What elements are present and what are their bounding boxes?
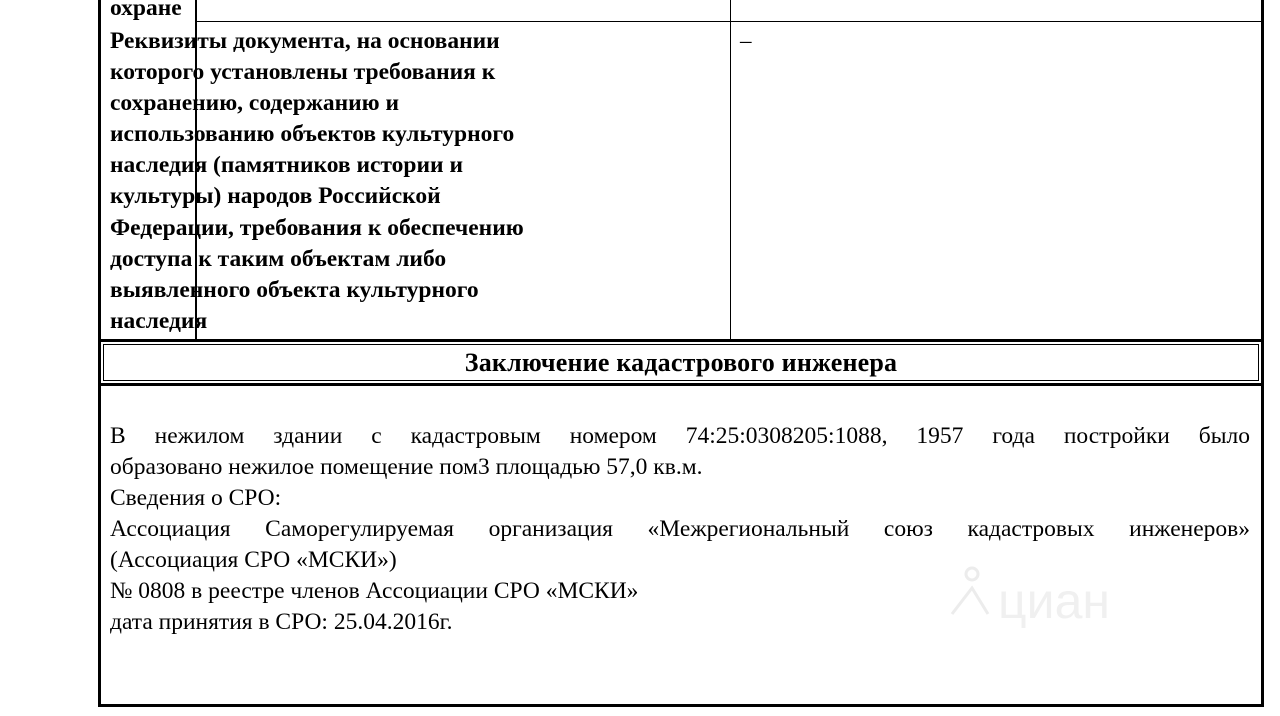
conclusion-line: Сведения о СРО: xyxy=(110,485,282,511)
conclusion-line: образовано нежилое помещение пом3 площадью 57,0 кв.м. xyxy=(110,454,703,480)
table-divider xyxy=(730,0,731,340)
conclusion-line: дата принятия в СРО: 25.04.2016г. xyxy=(110,609,453,635)
conclusion-line: Ассоциация Саморегулируемая организация «Межрегиональный союз кадастровых инженеров» xyxy=(110,516,1250,542)
requisites-label-cell: Реквизиты документа, на основании которого установлены требования к сохранению, содержанию и использованию объектов культурного наследия (памятников истории и культуры) народов Российской Федерации, требования к обеспечению доступа к таким объектам либо выявленного объекта культурного наследия xyxy=(110,28,524,334)
section-title-frame xyxy=(103,344,1259,381)
section-title-bar xyxy=(98,339,1264,386)
watermark-text: циан xyxy=(998,573,1110,629)
section-title: Заключение кадастрового инженера xyxy=(464,347,898,377)
conclusion-line: (Ассоциация СРО «МСКИ») xyxy=(110,547,397,573)
conclusion-line: № 0808 в реестре членов Ассоциации СРО «МСКИ» xyxy=(110,578,639,604)
requisites-value-cell: – xyxy=(740,28,752,53)
row-divider xyxy=(197,21,1261,22)
conclusion-line: В нежилом здании с кадастровым номером 74:25:0308205:1088, 1957 года постройки было xyxy=(110,423,1250,449)
previous-row-label-tail: охране xyxy=(110,0,182,21)
